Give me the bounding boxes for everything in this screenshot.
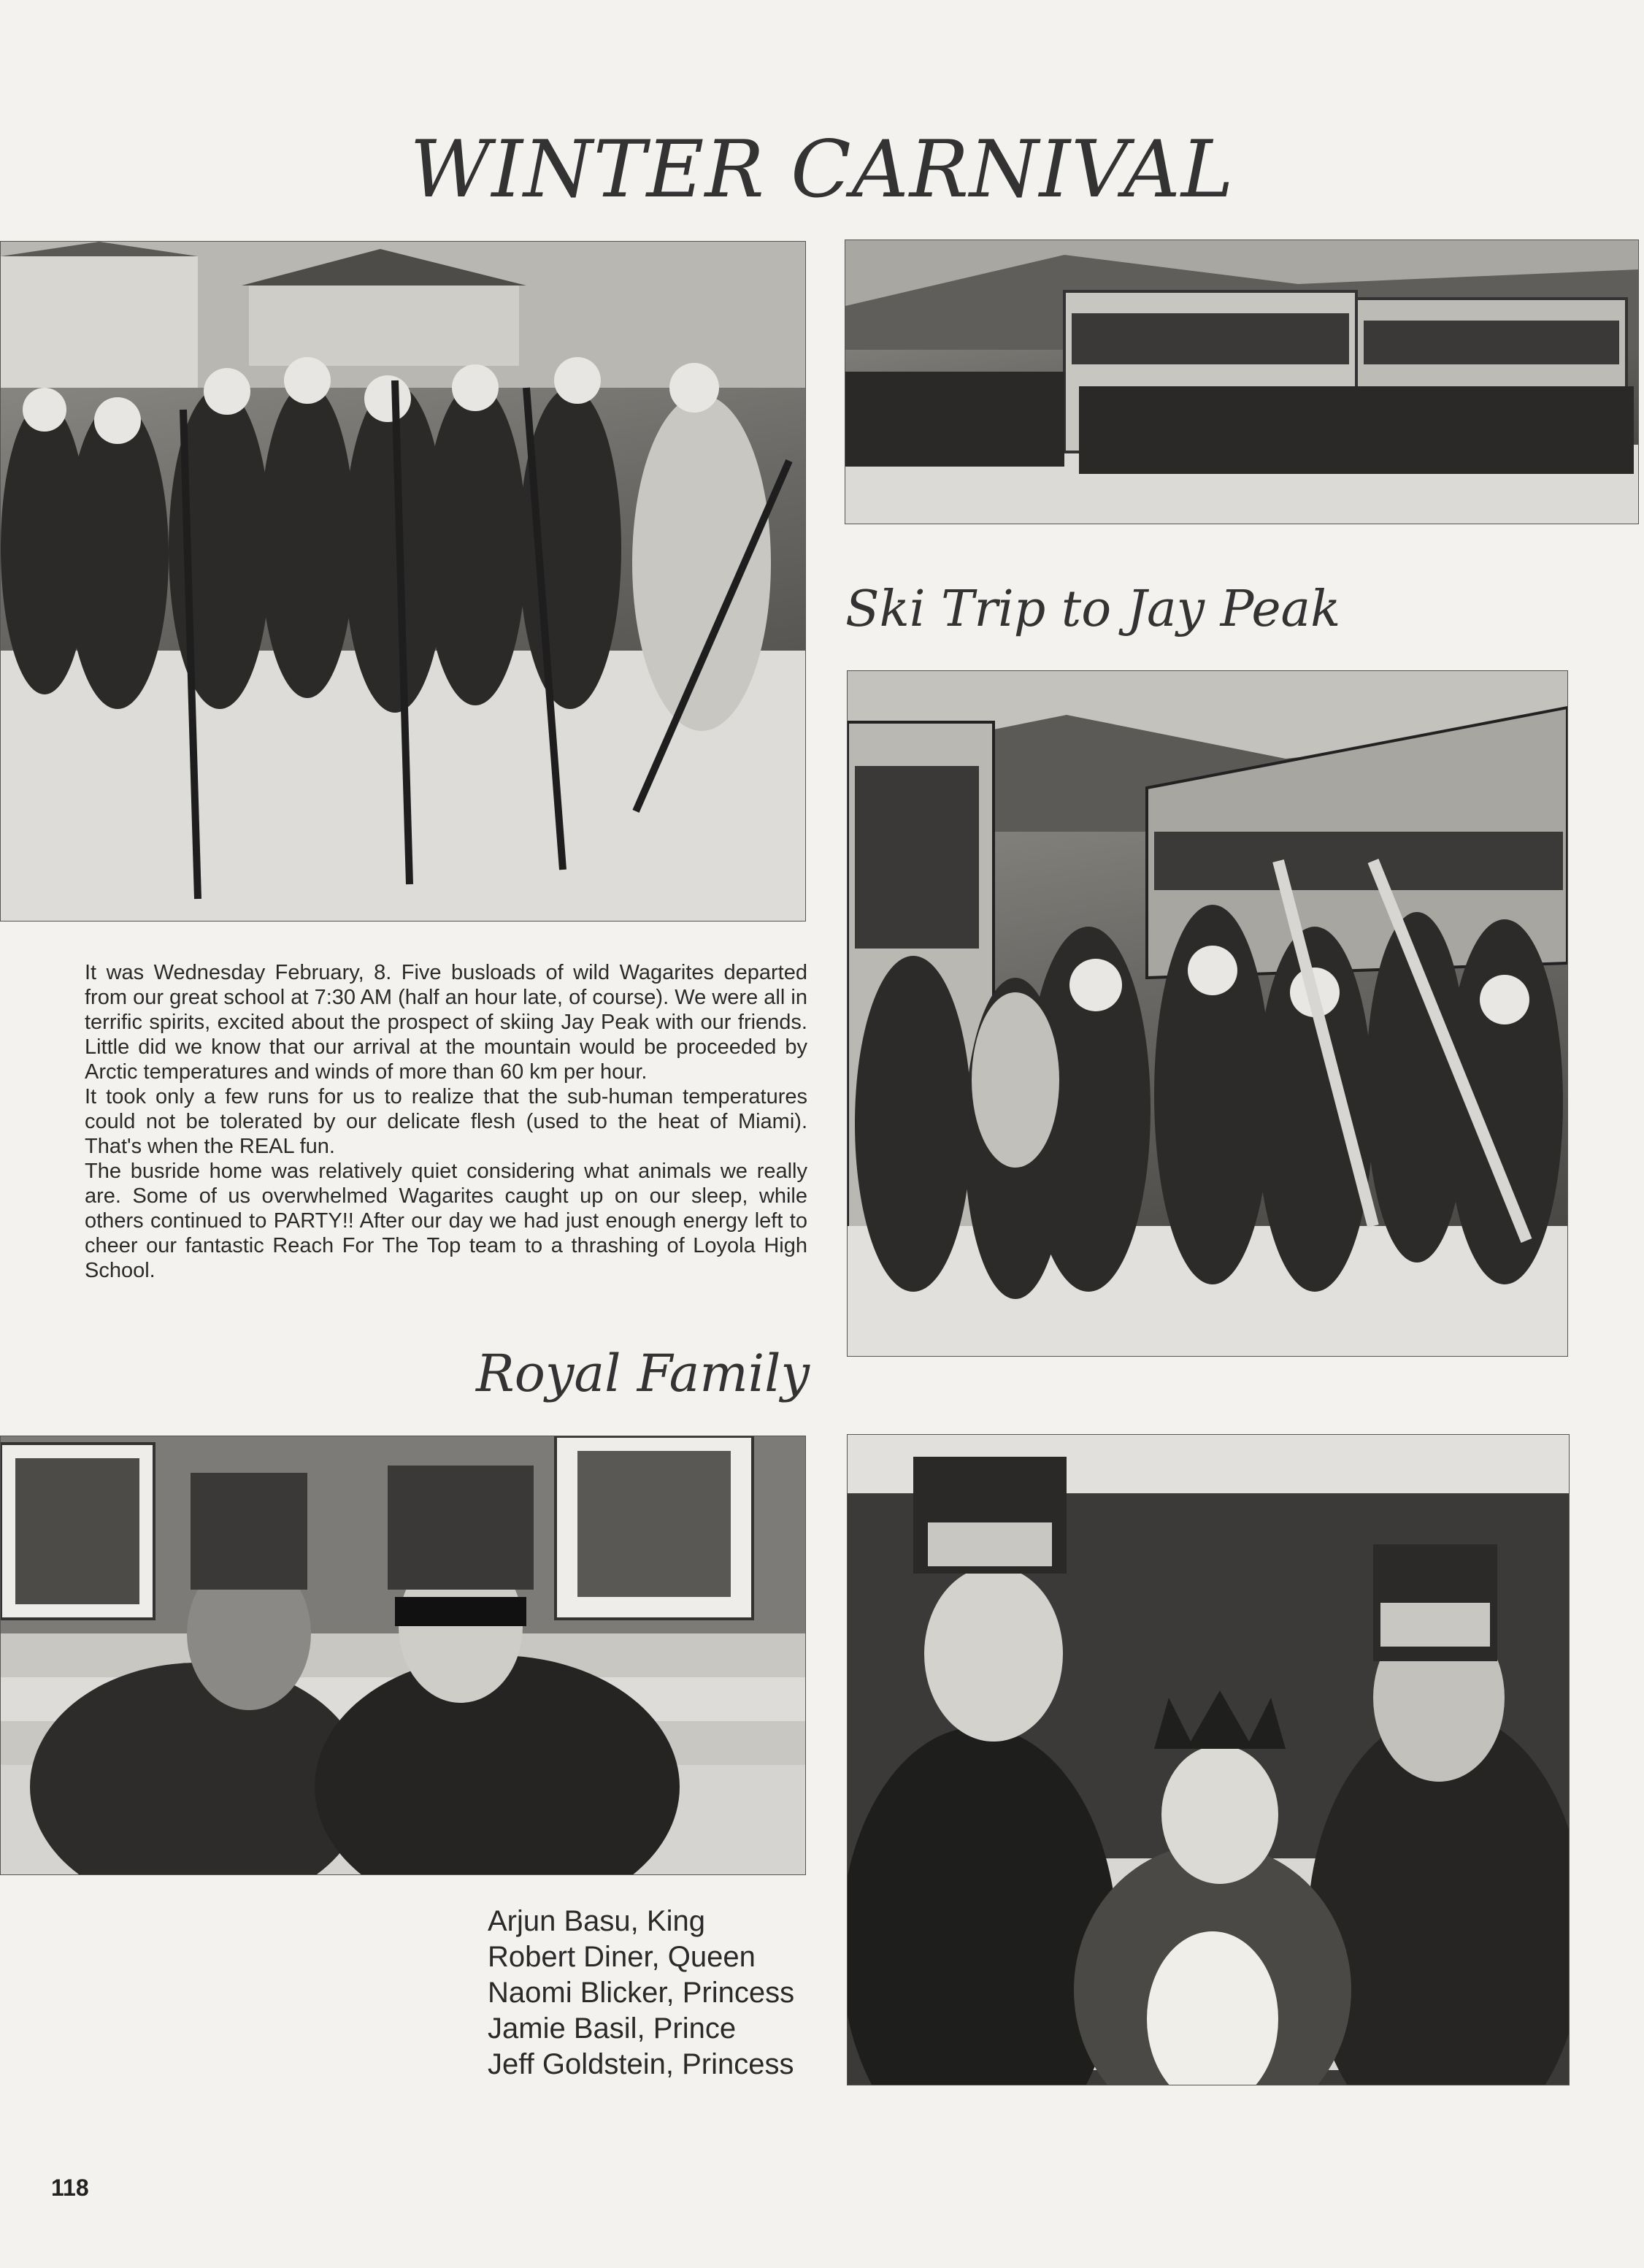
section-heading-ski-trip: Ski Trip to Jay Peak xyxy=(845,581,1341,638)
article-paragraph: The busride home was relatively quiet considering what animals we really are. Some of us overwhelmed Wagarites caught up on our sleep, while others continued to PARTY!! After our day we had just enough energy left to cheer our fantastic Reach For The Top team to a thrashing of Loyola High School. xyxy=(85,1160,807,1282)
page-title: WINTER CARNIVAL xyxy=(410,124,1234,215)
article-paragraph: It was Wednesday February, 8. Five busloads of wild Wagarites departed from our great school at 7:30 AM (half an hour late, of course). We were all in terrific spirits, excited about the prospect of skiing Jay Peak with our friends. Little did we know that our arrival at the mountain would be proceeded by Arctic temperatures and winds of more than 60 km per hour. xyxy=(85,961,807,1084)
photo-icon xyxy=(845,240,1638,524)
page-number: 118 xyxy=(51,2175,89,2201)
photo-skiers-group xyxy=(0,241,806,922)
photo-icon xyxy=(848,671,1567,1356)
caption-line: Robert Diner, Queen xyxy=(488,1941,756,1973)
photo-buses-lot xyxy=(845,240,1639,524)
caption-line: Jeff Goldstein, Princess xyxy=(488,2048,794,2080)
caption-line: Arjun Basu, King xyxy=(488,1905,705,1937)
photo-royals-standing xyxy=(847,1434,1570,2085)
photo-royals-seated xyxy=(0,1436,806,1875)
article-text xyxy=(85,960,807,1283)
photo-icon xyxy=(1,242,805,921)
article-paragraph: It took only a few runs for us to realize that the sub-human temperatures could not be tolerated by our delicate flesh (used to the heat of Miami). That's when the REAL fun. xyxy=(85,1085,807,1158)
photo-icon xyxy=(848,1435,1569,2085)
caption-line: Jamie Basil, Prince xyxy=(488,2012,737,2045)
photo-icon xyxy=(1,1436,805,1874)
photo-buses-skis xyxy=(847,670,1568,1357)
caption-line: Naomi Blicker, Princess xyxy=(488,1977,795,2009)
section-heading-royal-family: Royal Family xyxy=(476,1344,810,1403)
royal-family-caption xyxy=(488,1904,794,2083)
